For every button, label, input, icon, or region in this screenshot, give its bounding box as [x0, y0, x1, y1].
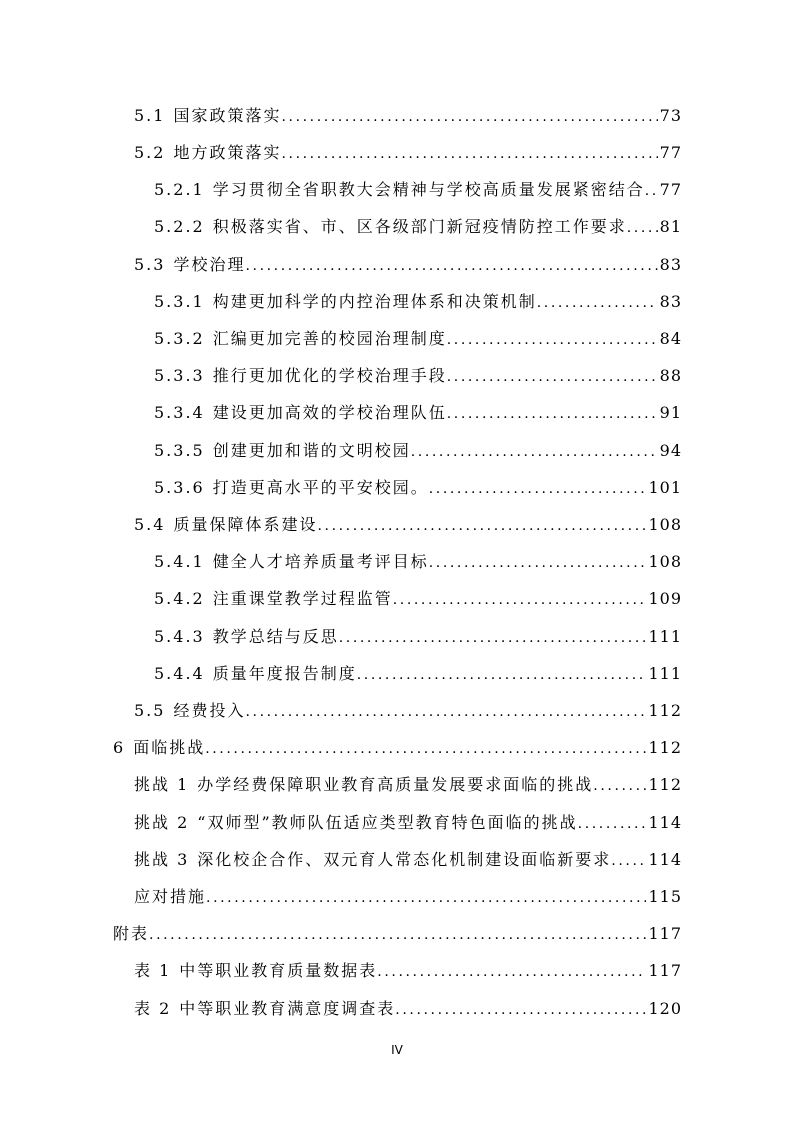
toc-title: 经费投入: [173, 701, 246, 720]
toc-title: 附表: [113, 924, 150, 943]
toc-title: 积极落实省、市、区各级部门新冠疫情防控工作要求: [212, 217, 627, 236]
toc-title: 创建更加和谐的文明校园: [212, 441, 411, 460]
toc-entry[interactable]: [154, 472, 682, 504]
toc-entry[interactable]: [154, 174, 682, 206]
toc-leader: [593, 770, 646, 802]
toc-number: 5.3.4: [154, 403, 205, 422]
toc-entry[interactable]: [154, 546, 682, 578]
toc-title: 建设更加高效的学校治理队伍: [212, 403, 447, 422]
toc-entry[interactable]: [154, 621, 682, 653]
toc-page-number: 73: [659, 106, 682, 125]
toc-entry[interactable]: [154, 360, 682, 392]
toc-title: 中等职业教育满意度调查表: [179, 999, 396, 1018]
toc-page-number: 114: [648, 813, 682, 832]
toc-title: 应对措施: [134, 887, 207, 906]
toc-leader: [447, 324, 658, 356]
toc-title: 汇编更加完善的校园治理制度: [212, 329, 447, 348]
toc-leader: [281, 101, 657, 133]
toc-entry[interactable]: [134, 955, 682, 987]
toc-title: 构建更加科学的内控治理体系和决策机制: [212, 292, 537, 311]
toc-title: 学习贯彻全省职教大会精神与学校高质量发展紧密结合: [212, 180, 645, 199]
toc-page-number: 115: [648, 887, 682, 906]
toc-title: 质量保障体系建设: [173, 515, 318, 534]
toc-title: 面临挑战: [133, 738, 206, 757]
toc-number: 5.4: [134, 515, 166, 534]
toc-leader: [429, 547, 647, 579]
toc-number: 5.4.2: [154, 589, 205, 608]
toc-title: 推行更加优化的学校治理手段: [212, 366, 447, 385]
toc-page-number: 77: [659, 143, 682, 162]
toc-leader: [447, 398, 658, 430]
toc-title: 国家政策落实: [173, 106, 282, 125]
toc-page-number: 108: [648, 552, 682, 571]
toc-title: 中等职业教育质量数据表: [179, 961, 378, 980]
toc-leader: [645, 175, 658, 207]
toc-number: 表 1: [134, 961, 172, 980]
toc-entry[interactable]: [134, 249, 682, 281]
toc-entry[interactable]: [113, 918, 682, 950]
toc-number: 5.3: [134, 255, 166, 274]
toc-entry[interactable]: [134, 844, 682, 876]
toc-number: 挑战 1: [134, 775, 190, 794]
toc-page-number: 120: [648, 999, 682, 1018]
toc-page-number: 101: [648, 478, 682, 497]
toc-title: 健全人才培养质量考评目标: [212, 552, 429, 571]
toc-number: 5.2.2: [154, 217, 205, 236]
toc-leader: [245, 696, 646, 728]
toc-page-number: 112: [648, 775, 682, 794]
toc-entry[interactable]: [154, 435, 682, 467]
toc-leader: [149, 919, 646, 951]
toc-leader: [578, 808, 647, 840]
toc-leader: [611, 845, 646, 877]
toc-title: 地方政策落实: [173, 143, 282, 162]
toc-number: 5.5: [134, 701, 166, 720]
toc-entry[interactable]: [134, 695, 682, 727]
toc-leader: [377, 956, 646, 988]
toc-leader: [447, 361, 658, 393]
toc-number: 挑战 2: [134, 813, 190, 832]
toc-number: 5.3.3: [154, 366, 205, 385]
toc-entry[interactable]: [134, 769, 682, 801]
toc-page-number: 117: [648, 961, 682, 980]
toc-page-number: 112: [648, 701, 682, 720]
toc-leader: [357, 659, 647, 691]
toc-leader: [429, 473, 647, 505]
toc-number: 5.3.1: [154, 292, 205, 311]
toc-leader: [393, 584, 647, 616]
toc-number: 6: [113, 738, 126, 757]
toc-leader: [205, 733, 646, 765]
toc-title: 学校治理: [173, 255, 246, 274]
toc-leader: [206, 882, 646, 914]
toc-leader: [627, 212, 658, 244]
toc-number: 5.4.1: [154, 552, 205, 571]
toc-leader: [339, 622, 647, 654]
toc-number: 5.2: [134, 143, 166, 162]
toc-leader: [245, 250, 657, 282]
toc-page-number: 94: [659, 441, 682, 460]
toc-page-number: 109: [648, 589, 682, 608]
toc-page-number: 83: [659, 292, 682, 311]
toc-page-number: 114: [648, 850, 682, 869]
toc-number: 表 2: [134, 999, 172, 1018]
toc-entry[interactable]: [134, 100, 682, 132]
toc-entry[interactable]: [154, 658, 682, 690]
toc-number: 5.2.1: [154, 180, 205, 199]
toc-page-number: 108: [648, 515, 682, 534]
toc-page-number: 83: [659, 255, 682, 274]
toc-page-number: 112: [648, 738, 682, 757]
page-footer-number: IV: [391, 1043, 403, 1057]
toc-entry[interactable]: [134, 509, 682, 541]
toc-title: 办学经费保障职业教育高质量发展要求面临的挑战: [197, 775, 594, 794]
toc-title: 深化校企合作、双元育人常态化机制建设面临新要求: [197, 850, 612, 869]
toc-page-number: 111: [648, 627, 682, 646]
toc-number: 5.3.6: [154, 478, 205, 497]
toc-page-number: 91: [659, 403, 682, 422]
toc-page-number: 77: [659, 180, 682, 199]
toc-page-number: 111: [648, 664, 682, 683]
toc-entry[interactable]: [154, 286, 682, 318]
toc-title: 打造更高水平的平安校园。: [212, 478, 429, 497]
toc-title: 教学总结与反思: [212, 627, 339, 646]
toc-entry[interactable]: [134, 881, 682, 913]
toc-page-number: 88: [659, 366, 682, 385]
toc-leader: [281, 138, 657, 170]
toc-leader: [411, 436, 658, 468]
toc-title: 质量年度报告制度: [212, 664, 357, 683]
toc-page-number: 117: [648, 924, 682, 943]
toc-page-number: 81: [659, 217, 682, 236]
toc-number: 5.4.3: [154, 627, 205, 646]
toc-leader: [317, 510, 646, 542]
toc-number: 5.4.4: [154, 664, 205, 683]
toc-leader: [395, 994, 646, 1026]
toc-entry[interactable]: [154, 211, 682, 243]
toc-entry[interactable]: [134, 137, 682, 169]
toc-page-number: 84: [659, 329, 682, 348]
toc-leader: [537, 287, 658, 319]
toc-number: 5.1: [134, 106, 166, 125]
toc-number: 5.3.5: [154, 441, 205, 460]
toc-entry[interactable]: [154, 583, 682, 615]
toc-number: 挑战 3: [134, 850, 190, 869]
toc-title: 注重课堂教学过程监管: [212, 589, 393, 608]
toc-entry[interactable]: [134, 993, 682, 1025]
toc-title: “双师型”教师队伍适应类型教育特色面临的挑战: [197, 813, 578, 832]
toc-entry[interactable]: [154, 323, 682, 355]
toc-entry[interactable]: [134, 807, 682, 839]
toc-number: 5.3.2: [154, 329, 205, 348]
toc-entry[interactable]: [113, 732, 682, 764]
toc-entry[interactable]: [154, 397, 682, 429]
